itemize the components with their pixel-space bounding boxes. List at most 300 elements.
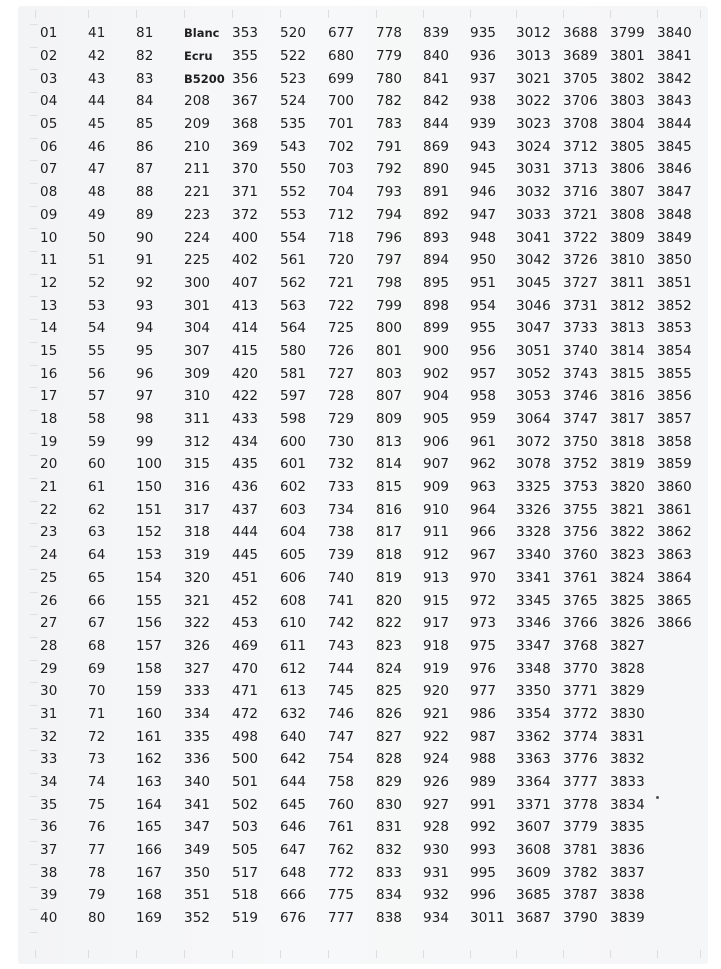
perforation-tick: [280, 950, 281, 958]
ink-speck: [656, 796, 659, 799]
label-cell: 791: [376, 138, 403, 155]
label-cell: 355: [232, 48, 259, 65]
label-cell: 3053: [516, 388, 551, 405]
label-cell: 632: [280, 705, 307, 722]
label-cell: 3706: [563, 93, 598, 110]
label-cell: 83: [136, 70, 154, 87]
label-cell: 3765: [563, 592, 598, 609]
label-cell: 602: [280, 479, 307, 496]
label-cell: 3846: [657, 161, 692, 178]
label-cell: 420: [232, 365, 259, 382]
label-cell: 69: [88, 660, 106, 677]
label-cell: 3801: [610, 48, 645, 65]
label-cell: 646: [280, 819, 307, 836]
label-cell: 3046: [516, 297, 551, 314]
label-cell: 3848: [657, 206, 692, 223]
row-divider-tick: [30, 92, 38, 93]
perforation-tick: [610, 10, 611, 18]
label-cell: 407: [232, 274, 259, 291]
label-cell: 3779: [563, 819, 598, 836]
label-cell: 554: [280, 229, 307, 246]
label-cell: 3033: [516, 206, 551, 223]
row-divider-tick: [30, 47, 38, 48]
label-cell: 824: [376, 660, 403, 677]
label-cell: 973: [470, 615, 497, 632]
label-cell: 3799: [610, 25, 645, 42]
row-divider-tick: [30, 773, 38, 774]
perforation-tick: [376, 950, 377, 958]
label-cell: 94: [136, 320, 154, 337]
label-cell: 3726: [563, 252, 598, 269]
label-cell: 500: [232, 751, 259, 768]
perforation-tick: [700, 950, 701, 958]
label-cell: 950: [470, 252, 497, 269]
label-cell: 3845: [657, 138, 692, 155]
label-cell: 746: [328, 705, 355, 722]
row-divider-tick: [30, 546, 38, 547]
label-cell: 3816: [610, 388, 645, 405]
label-cell: 317: [184, 501, 211, 518]
label-cell: 3770: [563, 660, 598, 677]
label-cell: 730: [328, 433, 355, 450]
label-cell: 611: [280, 637, 307, 654]
label-cell: 53: [88, 297, 106, 314]
label-cell: 840: [423, 48, 450, 65]
label-cell: 24: [40, 547, 58, 564]
label-cell: 402: [232, 252, 259, 269]
label-cell: 722: [328, 297, 355, 314]
label-cell: 498: [232, 728, 259, 745]
label-cell: 700: [328, 93, 355, 110]
label-cell: 11: [40, 252, 58, 269]
label-cell: 803: [376, 365, 403, 382]
label-cell: 869: [423, 138, 450, 155]
label-cell: 727: [328, 365, 355, 382]
label-cell: 832: [376, 842, 403, 859]
label-cell: 995: [470, 864, 497, 881]
perforation-tick: [470, 950, 471, 958]
label-cell: 160: [136, 705, 163, 722]
label-cell: 3839: [610, 910, 645, 927]
label-cell: Blanc: [184, 26, 220, 41]
label-cell: 3825: [610, 592, 645, 609]
label-cell: 597: [280, 388, 307, 405]
label-cell: 3842: [657, 70, 692, 87]
perforation-tick: [610, 950, 611, 958]
label-cell: 3362: [516, 728, 551, 745]
label-cell: 913: [423, 569, 450, 586]
row-divider-tick: [30, 138, 38, 139]
label-cell: 921: [423, 705, 450, 722]
label-cell: 3031: [516, 161, 551, 178]
label-cell: 315: [184, 456, 211, 473]
label-cell: 562: [280, 274, 307, 291]
label-cell: 814: [376, 456, 403, 473]
label-cell: 742: [328, 615, 355, 632]
perforation-tick: [700, 10, 701, 18]
label-cell: 760: [328, 796, 355, 813]
label-cell: 3713: [563, 161, 598, 178]
row-divider-tick: [30, 319, 38, 320]
label-cell: 3064: [516, 411, 551, 428]
label-cell: 452: [232, 592, 259, 609]
label-cell: 52: [88, 274, 106, 291]
label-cell: 3866: [657, 615, 692, 632]
label-cell: [657, 771, 704, 794]
label-cell: 33: [40, 751, 58, 768]
label-cell: 833: [376, 864, 403, 881]
row-divider-tick: [30, 592, 38, 593]
label-cell: 433: [232, 411, 259, 428]
thread-number-grid: [40, 22, 700, 930]
label-cell: 12: [40, 274, 58, 291]
perforation-tick: [516, 10, 517, 18]
label-cell: 3052: [516, 365, 551, 382]
label-cell: 36: [40, 819, 58, 836]
label-cell: 3864: [657, 569, 692, 586]
label-cell: 13: [40, 297, 58, 314]
label-cell: 3350: [516, 683, 551, 700]
label-cell: 892: [423, 206, 450, 223]
label-cell: 3830: [610, 705, 645, 722]
label-cell: 3778: [563, 796, 598, 813]
label-cell: 3806: [610, 161, 645, 178]
label-cell: 904: [423, 388, 450, 405]
label-cell: 826: [376, 705, 403, 722]
label-cell: 223: [184, 206, 211, 223]
label-cell: 702: [328, 138, 355, 155]
perforation-tick: [563, 10, 564, 18]
label-cell: 3024: [516, 138, 551, 155]
row-divider-tick: [30, 365, 38, 366]
label-cell: 820: [376, 592, 403, 609]
label-cell: 05: [40, 116, 58, 133]
label-cell: 970: [470, 569, 497, 586]
label-cell: 648: [280, 864, 307, 881]
label-cell: 900: [423, 342, 450, 359]
label-cell: 3608: [516, 842, 551, 859]
label-cell: 3341: [516, 569, 551, 586]
label-cell: 3840: [657, 25, 692, 42]
label-cell: 68: [88, 637, 106, 654]
label-cell: 434: [232, 433, 259, 450]
label-cell: 762: [328, 842, 355, 859]
label-cell: 3804: [610, 116, 645, 133]
label-cell: 415: [232, 342, 259, 359]
label-cell: 334: [184, 705, 211, 722]
label-cell: 471: [232, 683, 259, 700]
label-cell: 3858: [657, 433, 692, 450]
label-cell: 3753: [563, 479, 598, 496]
label-cell: 3810: [610, 252, 645, 269]
label-cell: 368: [232, 116, 259, 133]
label-cell: 898: [423, 297, 450, 314]
label-cell: 59: [88, 433, 106, 450]
label-cell: 720: [328, 252, 355, 269]
label-cell: 74: [88, 774, 106, 791]
label-cell: 18: [40, 411, 58, 428]
label-cell: 3777: [563, 774, 598, 791]
label-cell: 807: [376, 388, 403, 405]
label-cell: 3814: [610, 342, 645, 359]
label-cell: 06: [40, 138, 58, 155]
label-cell: 435: [232, 456, 259, 473]
label-cell: 3854: [657, 342, 692, 359]
label-cell: 3805: [610, 138, 645, 155]
perforation-tick: [328, 950, 329, 958]
label-cell: 957: [470, 365, 497, 382]
perforation-tick: [35, 10, 36, 18]
perforation-tick: [657, 950, 658, 958]
row-divider-tick: [30, 909, 38, 910]
label-cell: 829: [376, 774, 403, 791]
row-divider-tick: [30, 796, 38, 797]
label-cell: 353: [232, 25, 259, 42]
label-cell: 3688: [563, 25, 598, 42]
label-cell: Ecru: [184, 49, 213, 64]
label-cell: 335: [184, 728, 211, 745]
label-cell: 3023: [516, 116, 551, 133]
label-cell: 07: [40, 161, 58, 178]
row-divider-tick: [30, 841, 38, 842]
label-cell: 3826: [610, 615, 645, 632]
label-cell: 3809: [610, 229, 645, 246]
label-cell: 838: [376, 910, 403, 927]
label-cell: 3712: [563, 138, 598, 155]
label-cell: 158: [136, 660, 163, 677]
label-cell: 3731: [563, 297, 598, 314]
label-cell: 3834: [610, 796, 645, 813]
label-cell: 67: [88, 615, 106, 632]
label-cell: 3756: [563, 524, 598, 541]
label-cell: 793: [376, 184, 403, 201]
label-cell: 3747: [563, 411, 598, 428]
label-cell: 62: [88, 501, 106, 518]
label-cell: 501: [232, 774, 259, 791]
label-cell: 100: [136, 456, 163, 473]
label-cell: 22: [40, 501, 58, 518]
label-cell: 987: [470, 728, 497, 745]
label-cell: 153: [136, 547, 163, 564]
label-cell: 221: [184, 184, 211, 201]
label-cell: 3708: [563, 116, 598, 133]
label-cell: 3607: [516, 819, 551, 836]
label-cell: 77: [88, 842, 106, 859]
label-cell: 3326: [516, 501, 551, 518]
label-cell: 3815: [610, 365, 645, 382]
label-cell: 3857: [657, 411, 692, 428]
label-cell: 3340: [516, 547, 551, 564]
label-cell: 3722: [563, 229, 598, 246]
label-cell: 422: [232, 388, 259, 405]
label-cell: 927: [423, 796, 450, 813]
label-cell: 318: [184, 524, 211, 541]
label-cell: 3838: [610, 887, 645, 904]
label-cell: [657, 907, 704, 930]
label-cell: 580: [280, 342, 307, 359]
label-cell: 989: [470, 774, 497, 791]
label-cell: 732: [328, 456, 355, 473]
label-cell: 41: [88, 25, 106, 42]
label-cell: 165: [136, 819, 163, 836]
row-divider-tick: [30, 160, 38, 161]
label-cell: 3746: [563, 388, 598, 405]
label-cell: 320: [184, 569, 211, 586]
label-cell: 754: [328, 751, 355, 768]
label-cell: 3752: [563, 456, 598, 473]
label-cell: 3013: [516, 48, 551, 65]
label-cell: 96: [136, 365, 154, 382]
label-cell: 827: [376, 728, 403, 745]
label-cell: 3813: [610, 320, 645, 337]
label-cell: 472: [232, 705, 259, 722]
label-cell: 3824: [610, 569, 645, 586]
label-cell: 3761: [563, 569, 598, 586]
label-cell: 3823: [610, 547, 645, 564]
label-cell: 29: [40, 660, 58, 677]
label-cell: 825: [376, 683, 403, 700]
label-cell: 644: [280, 774, 307, 791]
label-cell: 642: [280, 751, 307, 768]
label-cell: 352: [184, 910, 211, 927]
label-cell: 453: [232, 615, 259, 632]
label-cell: B5200: [184, 71, 225, 86]
label-cell: 58: [88, 411, 106, 428]
label-cell: 326: [184, 637, 211, 654]
label-cell: 993: [470, 842, 497, 859]
label-cell: 943: [470, 138, 497, 155]
label-cell: 43: [88, 70, 106, 87]
label-cell: 20: [40, 456, 58, 473]
label-cell: 400: [232, 229, 259, 246]
label-cell: 800: [376, 320, 403, 337]
label-cell: 210: [184, 138, 211, 155]
row-divider-tick: [30, 455, 38, 456]
label-cell: 741: [328, 592, 355, 609]
label-cell: 988: [470, 751, 497, 768]
label-cell: 307: [184, 342, 211, 359]
label-cell: 46: [88, 138, 106, 155]
label-cell: 959: [470, 411, 497, 428]
label-cell: 522: [280, 48, 307, 65]
label-cell: 300: [184, 274, 211, 291]
row-divider-tick: [30, 523, 38, 524]
label-cell: 3012: [516, 25, 551, 42]
label-cell: 322: [184, 615, 211, 632]
label-cell: 739: [328, 547, 355, 564]
label-cell: 728: [328, 388, 355, 405]
label-cell: 445: [232, 547, 259, 564]
label-cell: 3843: [657, 93, 692, 110]
label-cell: 928: [423, 819, 450, 836]
label-cell: 518: [232, 887, 259, 904]
label-cell: 79: [88, 887, 106, 904]
label-cell: 3818: [610, 433, 645, 450]
label-cell: 503: [232, 819, 259, 836]
label-cell: 161: [136, 728, 163, 745]
label-cell: 939: [470, 116, 497, 133]
label-cell: 676: [280, 910, 307, 927]
label-cell: 3855: [657, 365, 692, 382]
label-cell: 608: [280, 592, 307, 609]
row-divider-tick: [30, 660, 38, 661]
label-cell: 918: [423, 637, 450, 654]
label-cell: 3733: [563, 320, 598, 337]
label-cell: 3687: [516, 910, 551, 927]
label-cell: 81: [136, 25, 154, 42]
label-cell: 520: [280, 25, 307, 42]
label-cell: 613: [280, 683, 307, 700]
label-cell: 155: [136, 592, 163, 609]
row-divider-tick: [30, 682, 38, 683]
label-cell: 3721: [563, 206, 598, 223]
label-cell: 992: [470, 819, 497, 836]
label-cell: 71: [88, 705, 106, 722]
label-cell: 225: [184, 252, 211, 269]
label-cell: 54: [88, 320, 106, 337]
label-cell: 3847: [657, 184, 692, 201]
label-cell: 82: [136, 48, 154, 65]
label-cell: 721: [328, 274, 355, 291]
label-cell: 796: [376, 229, 403, 246]
perforation-tick: [88, 10, 89, 18]
label-cell: 48: [88, 184, 106, 201]
label-cell: 28: [40, 637, 58, 654]
label-cell: 3807: [610, 184, 645, 201]
label-cell: 42: [88, 48, 106, 65]
label-cell: 49: [88, 206, 106, 223]
label-cell: 3766: [563, 615, 598, 632]
label-cell: 962: [470, 456, 497, 473]
label-cell: 167: [136, 864, 163, 881]
label-cell: 367: [232, 93, 259, 110]
label-cell: 372: [232, 206, 259, 223]
label-cell: 44: [88, 93, 106, 110]
label-cell: 794: [376, 206, 403, 223]
label-cell: 797: [376, 252, 403, 269]
label-cell: 647: [280, 842, 307, 859]
label-cell: 502: [232, 796, 259, 813]
label-cell: 341: [184, 796, 211, 813]
label-cell: 640: [280, 728, 307, 745]
label-cell: 87: [136, 161, 154, 178]
label-cell: 581: [280, 365, 307, 382]
label-cell: 347: [184, 819, 211, 836]
perforation-tick: [184, 950, 185, 958]
label-cell: 986: [470, 705, 497, 722]
label-cell: 535: [280, 116, 307, 133]
label-cell: 831: [376, 819, 403, 836]
label-cell: 3836: [610, 842, 645, 859]
label-cell: 413: [232, 297, 259, 314]
label-cell: 98: [136, 411, 154, 428]
label-cell: 39: [40, 887, 58, 904]
label-cell: 951: [470, 274, 497, 291]
label-cell: 563: [280, 297, 307, 314]
label-cell: 3811: [610, 274, 645, 291]
label-cell: 38: [40, 864, 58, 881]
row-divider-tick: [30, 864, 38, 865]
label-cell: 84: [136, 93, 154, 110]
label-cell: 3042: [516, 252, 551, 269]
label-cell: 606: [280, 569, 307, 586]
label-cell: 909: [423, 479, 450, 496]
label-cell: 03: [40, 70, 58, 87]
label-cell: 729: [328, 411, 355, 428]
label-cell: 938: [470, 93, 497, 110]
label-cell: 10: [40, 229, 58, 246]
row-divider-tick: [30, 387, 38, 388]
